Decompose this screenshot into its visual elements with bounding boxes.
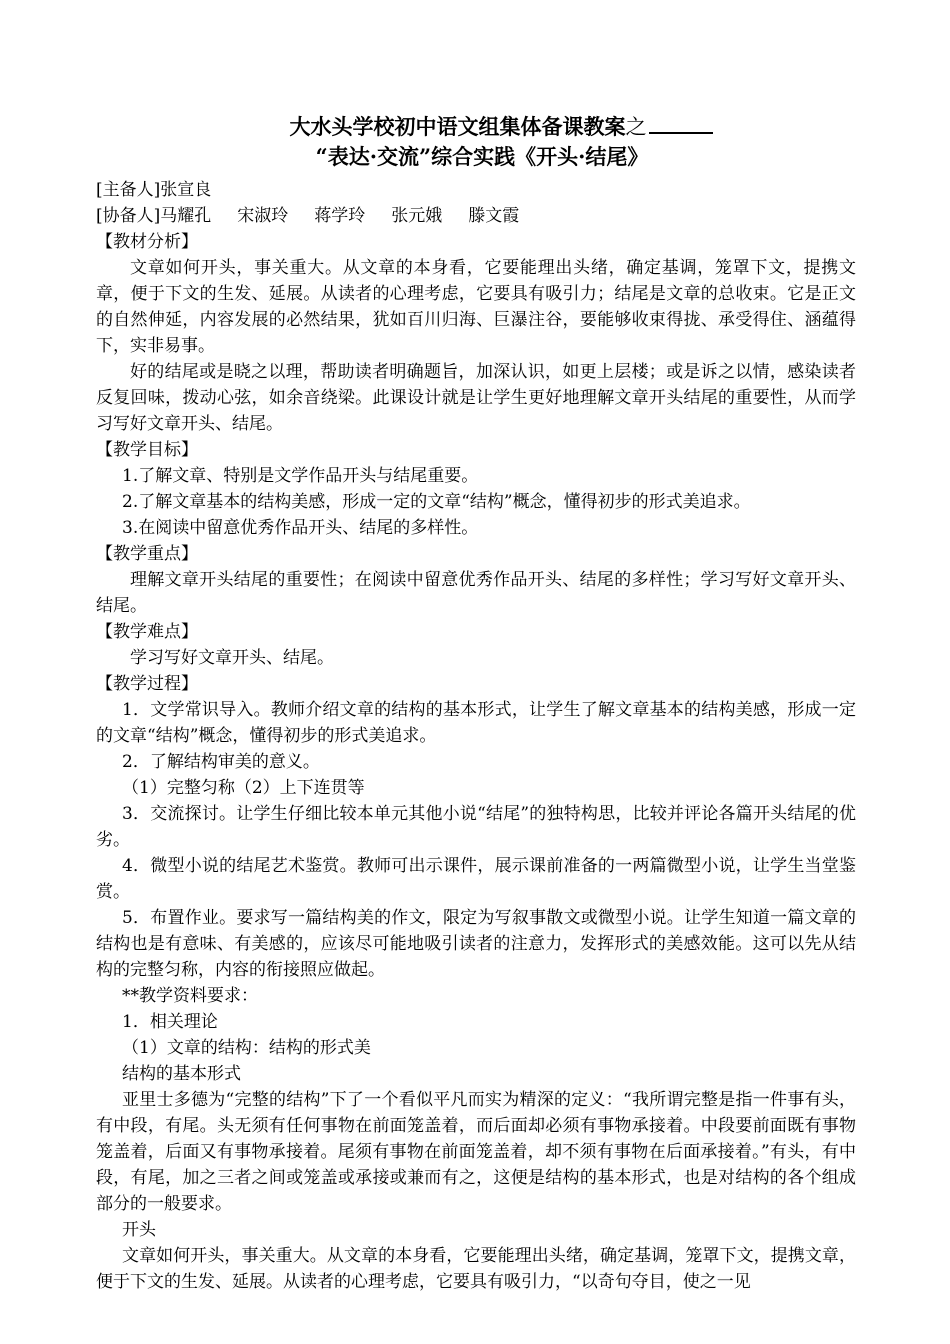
lead-label: [主备人] — [96, 180, 161, 200]
goal-item: 3.在阅读中留意优秀作品开头、结尾的多样性。 — [122, 518, 479, 538]
opening-paragraph: 文章如何开头，事关重大。从文章的本身看，它要能理出头绪，确定基调，笼罩下文，提携文章，便于下文的生发、延展。从读者的心理考虑，它要具有吸引力，“以奇句夺目，使之一见 — [96, 1246, 856, 1292]
materials-item-1-sub: （1）文章的结构：结构的形式美 — [122, 1038, 371, 1058]
document-page — [96, 112, 856, 1295]
helper-name: 马耀孔 — [160, 206, 212, 226]
helper-name: 张元娥 — [391, 206, 443, 226]
helper-name: 蒋学玲 — [314, 206, 366, 226]
goal-item: 1.了解文章、特别是文学作品开头与结尾重要。 — [122, 466, 479, 486]
process-step-3: 3．交流探讨。让学生仔细比较本单元其他小说“结尾”的独特构思，比较并评论各篇开头结尾的优劣。 — [96, 804, 856, 850]
lead-preparer — [96, 177, 856, 203]
analysis-paragraph-1: 文章如何开头，事关重大。从文章的本身看，它要能理出头绪，确定基调，笼罩下文，提携文章，便于下文的生发、延展。从读者的心理考虑，它要具有吸引力；结尾是文章的总收束。它是正文的自然伸延，内容发展的必然结果，犹如百川归海、巨瀑注谷，要能够收束得拢、承受得住、涵蕴得下，实非易事。 — [96, 258, 856, 356]
process-step-5: 5．布置作业。要求写一篇结构美的作文，限定为写叙事散文或微型小说。让学生知道一篇文章的结构也是有意味、有美感的，应该尽可能地吸引读者的注意力，发挥形式的美感效能。这可以先从结构的完整匀称，内容的衔接照应做起。 — [96, 908, 856, 980]
analysis-heading: 【教材分析】 — [96, 232, 198, 252]
helpers-label: [协备人] — [96, 206, 161, 226]
document-title — [96, 112, 856, 142]
title-blank-line — [649, 114, 713, 134]
aristotle-paragraph: 亚里士多德为“完整的结构”下了一个看似平凡而实为精深的定义：“我所谓完整是指一件事有头，有中段，有尾。头无须有任何事物在前面笼盖着，而后面却必须有事物承接着。中段要前面既有事物笼盖着，后面又有事物承接着。尾须有事物在前面笼盖着，却不须有事物在后面承接着。”有头，有中段，有尾，加之三者之间或笼盖或承接或兼而有之，这便是结构的基本形式，也是对结构的各个组成部分的一般要求。 — [96, 1090, 856, 1214]
basic-form-label: 结构的基本形式 — [122, 1064, 241, 1084]
process-step-1: 1．文学常识导入。教师介绍文章的结构的基本形式，让学生了解文章基本的结构美感，形成一定的文章“结构”概念，懂得初步的形式美追求。 — [96, 700, 856, 746]
goal-item: 2.了解文章基本的结构美感，形成一定的文章“结构”概念，懂得初步的形式美追求。 — [122, 492, 751, 512]
helper-name: 滕文霞 — [468, 206, 520, 226]
materials-item-1: 1．相关理论 — [122, 1012, 218, 1032]
analysis-paragraph-2: 好的结尾或是晓之以理，帮助读者明确题旨，加深认识，如更上层楼；或是诉之以情，感染读者反复回味，拨动心弦，如余音绕梁。此课设计就是让学生更好地理解文章开头结尾的重要性，从而学习写好文章开头、结尾。 — [96, 362, 856, 434]
materials-heading: **教学资料要求： — [122, 986, 258, 1006]
co-preparers — [96, 203, 856, 229]
opening-label: 开头 — [122, 1220, 156, 1240]
process-heading: 【教学过程】 — [96, 674, 198, 694]
focus-heading: 【教学重点】 — [96, 544, 198, 564]
document-subtitle: “表达·交流”综合实践《开头·结尾》 — [315, 144, 649, 169]
title-suffix: 之 — [625, 115, 647, 139]
focus-text: 理解文章开头结尾的重要性；在阅读中留意优秀作品开头、结尾的多样性；学习写好文章开头、结尾。 — [96, 570, 856, 616]
difficulty-heading: 【教学难点】 — [96, 622, 198, 642]
lead-name: 张宣良 — [160, 180, 212, 200]
helper-name: 宋淑玲 — [237, 206, 289, 226]
process-step-2-sub: （1）完整匀称（2）上下连贯等 — [122, 778, 365, 798]
title-main: 大水头学校初中语文组集体备课教案 — [289, 114, 626, 139]
document-body — [96, 177, 856, 1295]
goals-heading: 【教学目标】 — [96, 440, 198, 460]
difficulty-text: 学习写好文章开头、结尾。 — [130, 648, 334, 668]
process-step-4: 4．微型小说的结尾艺术鉴赏。教师可出示课件，展示课前准备的一两篇微型小说，让学生当堂鉴赏。 — [96, 856, 856, 902]
process-step-2: 2．了解结构审美的意义。 — [122, 752, 320, 772]
